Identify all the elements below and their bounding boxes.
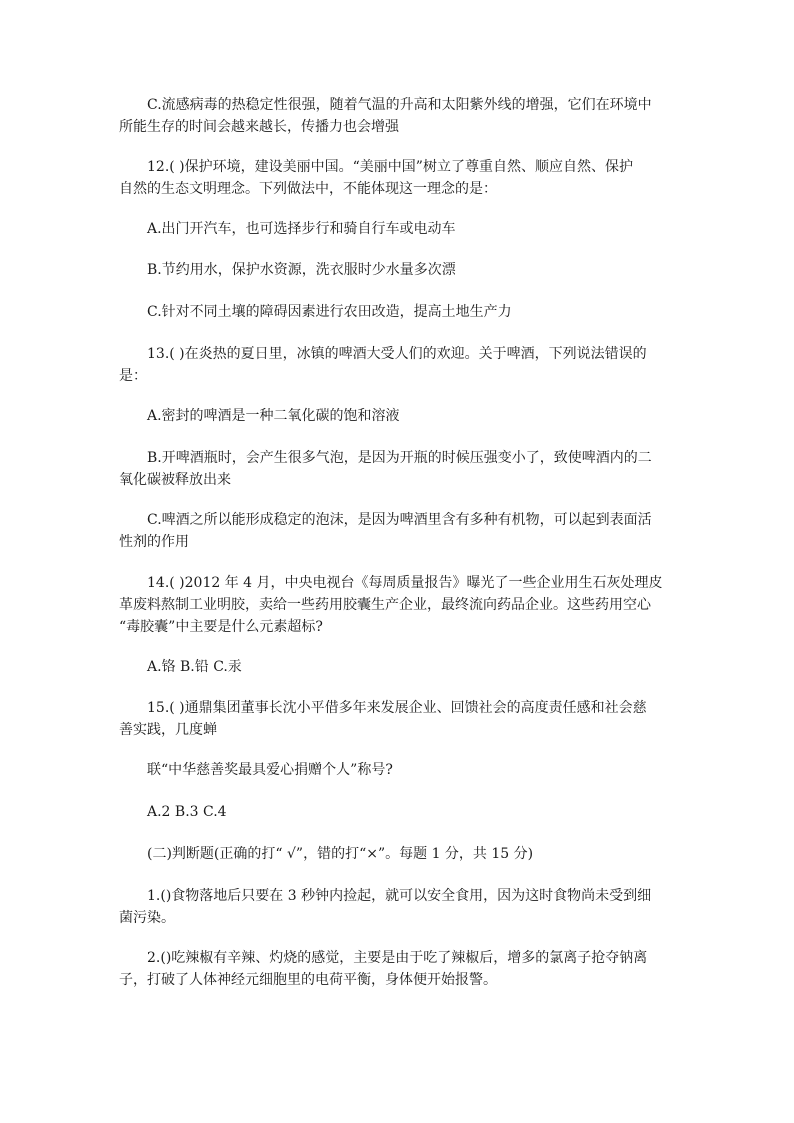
text-line: (二)判断题(正确的打“ √”，错的打“×”。每题 1 分，共 15 分) — [147, 846, 534, 862]
question-14 — [119, 572, 663, 638]
question-15-options — [119, 801, 227, 823]
text-line: 2.()吃辣椒有辛辣、灼烧的感觉，主要是由于吃了辣椒后，增多的氯离子抢夺钠离 — [147, 950, 648, 966]
text-line: A.2 B.3 C.4 — [147, 804, 227, 820]
question-13-option-b — [119, 447, 652, 491]
text-line: A.铬 B.铅 C.汞 — [147, 659, 242, 675]
section-heading-true-false — [119, 843, 533, 865]
text-line: 氧化碳被释放出来 — [119, 472, 231, 488]
question-12-option-a — [119, 218, 456, 240]
question-12-option-b — [119, 259, 456, 281]
question-13 — [119, 343, 647, 387]
text-line: 革废料熬制工业明胶，卖给一些药用胶囊生产企业，最终流向药品企业。这些药用空心 — [119, 597, 651, 613]
text-line: 子，打破了人体神经元细胞里的电荷平衡，身体便开始报警。 — [119, 972, 497, 988]
text-line: C.流感病毒的热稳定性很强，随着气温的升高和太阳紫外线的增强，它们在环境中 — [147, 97, 652, 113]
text-line: 1.()食物落地后只要在 3 秒钟内捡起，就可以安全食用，因为这时食物尚未受到细 — [147, 888, 652, 904]
text-line: A.密封的啤酒是一种二氧化碳的饱和溶液 — [147, 408, 400, 424]
question-12-option-c — [119, 301, 512, 323]
question-14-options — [119, 656, 242, 678]
text-line: 是： — [119, 368, 147, 384]
text-line: 所能生存的时间会越来越长，传播力也会增强 — [119, 119, 399, 135]
text-line: 15.( )通鼎集团董事长沈小平借多年来发展企业、回馈社会的高度责任感和社会慈 — [147, 700, 647, 716]
judgement-question-2 — [119, 947, 647, 991]
question-13-option-a — [119, 405, 400, 427]
judgement-question-1 — [119, 885, 651, 929]
text-line: 善实践，几度蝉 — [119, 722, 217, 738]
question-15-continued — [119, 759, 393, 781]
text-line: 联“中华慈善奖最具爱心捐赠个人”称号? — [147, 762, 393, 778]
text-line: “毒胶囊”中主要是什么元素超标? — [119, 619, 323, 635]
text-line: A.出门开汽车，也可选择步行和骑自行车或电动车 — [147, 221, 456, 237]
text-line: C.啤酒之所以能形成稳定的泡沫，是因为啤酒里含有多种有机物，可以起到表面活 — [147, 512, 652, 528]
text-line: C.针对不同土壤的障碍因素进行农田改造，提高土地生产力 — [147, 304, 512, 320]
text-line: 性剂的作用 — [119, 534, 189, 550]
text-line: B.开啤酒瓶时，会产生很多气泡，是因为开瓶的时候压强变小了，致使啤酒内的二 — [147, 450, 652, 466]
question-12 — [119, 156, 633, 200]
text-line: B.节约用水，保护水资源，洗衣服时少水量多次漂 — [147, 262, 456, 278]
text-line: 自然的生态文明理念。下列做法中，不能体现这一理念的是： — [119, 181, 497, 197]
text-line: 菌污染。 — [119, 910, 175, 926]
text-line: 12.( )保护环境，建设美丽中国。“美丽中国”树立了尊重自然、顺应自然、保护 — [147, 159, 633, 175]
text-line: 14.( )2012 年 4 月，中央电视台《每周质量报告》曝光了一些企业用生石灰处理皮 — [147, 575, 663, 591]
text-line: 13.( )在炎热的夏日里，冰镇的啤酒大受人们的欢迎。关于啤酒，下列说法错误的 — [147, 346, 647, 362]
question-13-option-c — [119, 509, 652, 553]
question-15 — [119, 697, 647, 741]
paragraph-option-c-flu — [119, 94, 652, 138]
